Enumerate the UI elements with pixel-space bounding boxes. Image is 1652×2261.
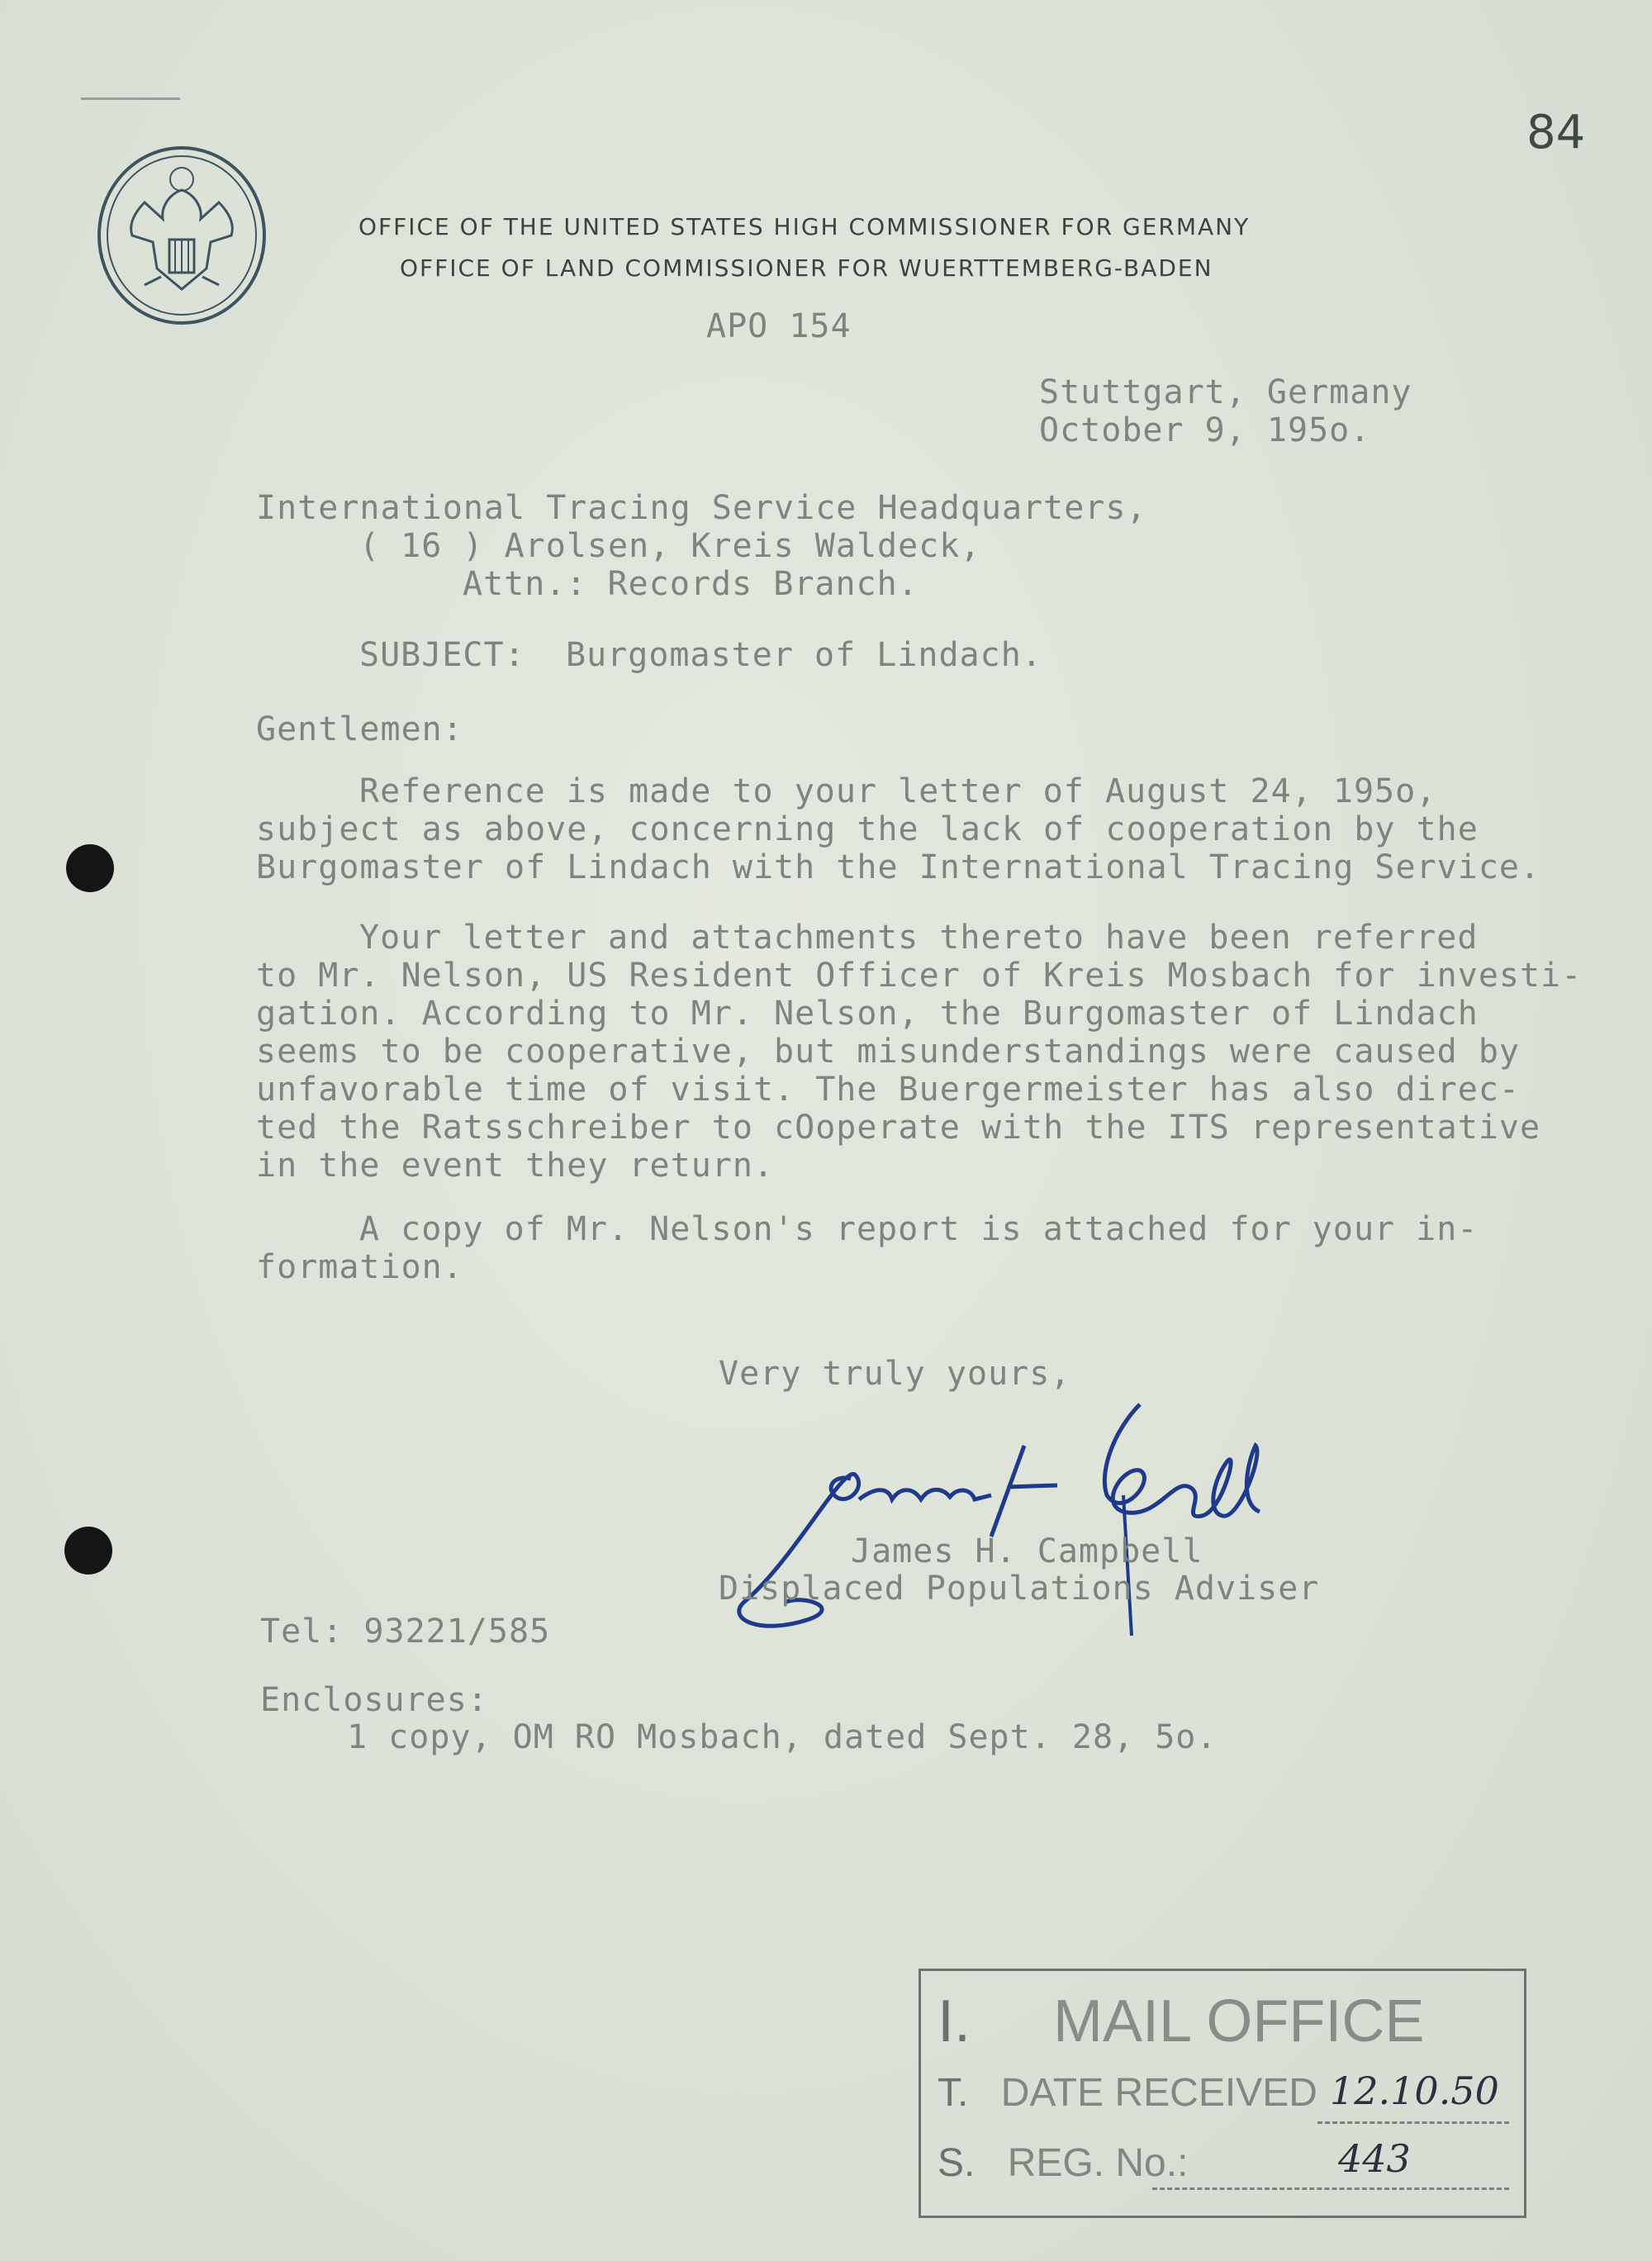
enclosures-item: 1 copy, OM RO Mosbach, dated Sept. 28, 5o. [347, 1718, 1218, 1756]
recipient-line-2: ( 16 ) Arolsen, Kreis Waldeck, [359, 527, 981, 565]
enclosures-label: Enclosures: [260, 1681, 488, 1719]
paragraph-1-line-3: Burgomaster of Lindach with the International Tracing Service. [256, 848, 1541, 886]
stamp-row-3 [938, 2140, 1188, 2186]
paragraph-2-line-2: to Mr. Nelson, US Resident Officer of Kreis Mosbach for investi- [256, 957, 1583, 995]
subject-label: SUBJECT: [359, 636, 525, 674]
page-number: 84 [1526, 106, 1586, 159]
punch-hole-top [66, 844, 114, 892]
recipient-line-1: International Tracing Service Headquarters, [256, 489, 1147, 527]
subject-text: Burgomaster of Lindach. [566, 636, 1042, 674]
paragraph-1-line-2: subject as above, concerning the lack of cooperation by the [256, 810, 1479, 848]
paragraph-2-line-6: ted the Ratsschreiber to cOoperate with the ITS representative [256, 1109, 1541, 1147]
signer-name: James H. Campbell [851, 1532, 1203, 1570]
stamp-letter-s: S. [938, 2141, 976, 2185]
paragraph-2-line-5: unfavorable time of visit. The Buergermeister has also direc- [256, 1071, 1521, 1109]
paragraph-2-line-4: seems to be cooperative, but misunderstandings were caused by [256, 1033, 1521, 1071]
paragraph-2-line-7: in the event they return. [256, 1147, 775, 1185]
recipient-line-3: Attn.: Records Branch. [463, 565, 919, 603]
stamp-reg-no-value: 443 [1338, 2136, 1411, 2181]
telephone: Tel: 93221/585 [260, 1613, 551, 1651]
stamp-row-1 [938, 1988, 1424, 2055]
paragraph-3-line-2: formation. [256, 1248, 463, 1286]
stamp-reg-line [1152, 2187, 1509, 2190]
stamp-date-received-label: DATE RECEIVED [1000, 2071, 1317, 2115]
corner-mark [81, 97, 180, 100]
stamp-letter-t: T. [938, 2071, 969, 2115]
stamp-letter-i: I. [938, 1988, 971, 2054]
signer-title: Displaced Populations Adviser [719, 1570, 1320, 1608]
paragraph-2-line-3: gation. According to Mr. Nelson, the Burgomaster of Lindach [256, 995, 1479, 1033]
stamp-row-2 [938, 2070, 1317, 2116]
salutation: Gentlemen: [256, 710, 463, 748]
letterhead-line-1: OFFICE OF THE UNITED STATES HIGH COMMISSIONER FOR GERMANY [358, 213, 1251, 240]
us-great-seal-icon [95, 145, 268, 326]
paragraph-1-line-1: Reference is made to your letter of August 24, 195o, [359, 772, 1437, 810]
stamp-date-received-value: 12.10.50 [1330, 2069, 1499, 2113]
paragraph-3-line-1: A copy of Mr. Nelson's report is attached for your in- [359, 1210, 1479, 1248]
apo-number: APO 154 [706, 307, 852, 345]
stamp-date-line [1317, 2121, 1509, 2124]
letterhead-line-2: OFFICE OF LAND COMMISSIONER FOR WUERTTEMBERG-BADEN [400, 254, 1213, 282]
place: Stuttgart, Germany [1039, 373, 1412, 411]
letter-date: October 9, 195o. [1039, 411, 1371, 449]
stamp-reg-no-label: REG. No.: [1007, 2141, 1189, 2185]
paragraph-2-line-1: Your letter and attachments thereto have been referred [359, 919, 1479, 957]
mail-office-stamp [919, 1969, 1526, 2218]
closing: Very truly yours, [719, 1355, 1071, 1393]
stamp-mail-office: MAIL OFFICE [1053, 1988, 1425, 2054]
punch-hole-bottom [64, 1527, 112, 1575]
